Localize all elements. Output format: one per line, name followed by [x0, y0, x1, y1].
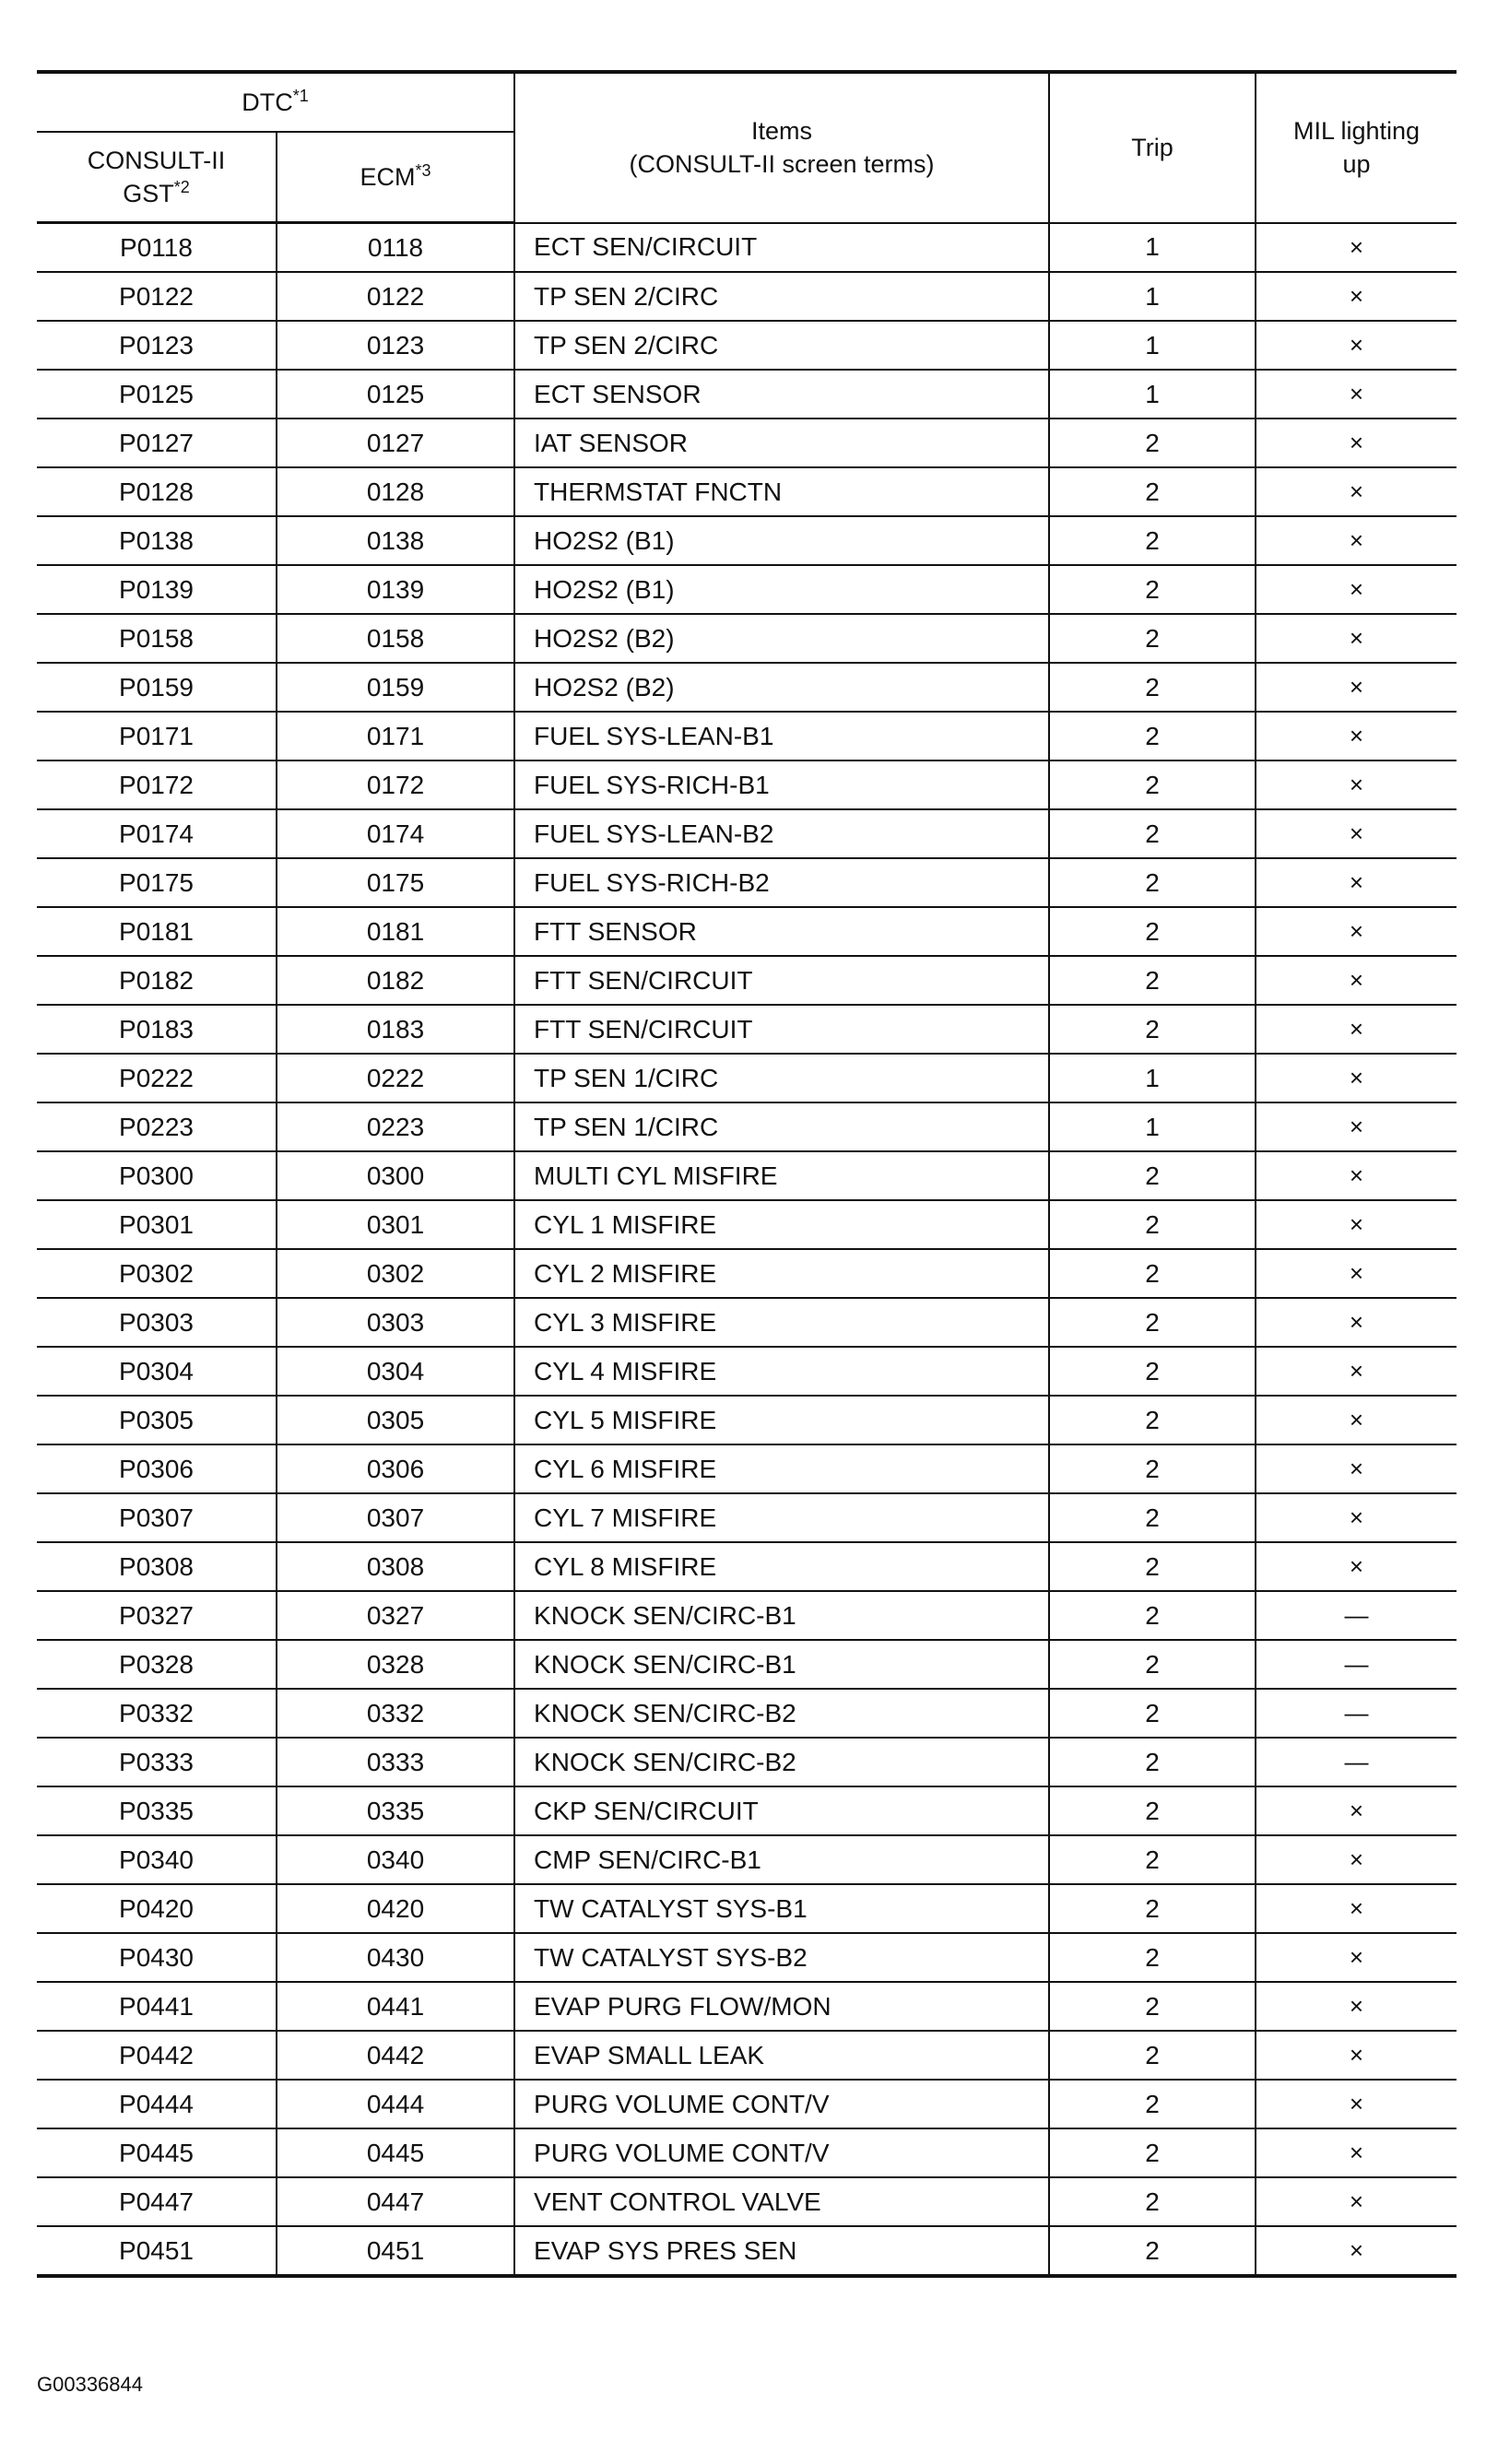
table-row	[37, 419, 1457, 467]
item-name-cell: CYL 2 MISFIRE	[514, 1249, 1049, 1298]
mil-status-cell: ×	[1256, 1102, 1457, 1151]
item-name-cell: EVAP SYS PRES SEN	[514, 2226, 1049, 2276]
header-dtc-label: DTC	[242, 88, 293, 116]
table-row	[37, 1151, 1457, 1200]
mil-status-cell: ×	[1256, 223, 1457, 273]
item-name-cell: PURG VOLUME CONT/V	[514, 2128, 1049, 2177]
trip-cell: 2	[1049, 712, 1256, 760]
ecm-code-cell: 0332	[277, 1689, 514, 1738]
trip-cell: 2	[1049, 663, 1256, 712]
item-name-cell: TW CATALYST SYS-B1	[514, 1884, 1049, 1933]
ecm-code-cell: 0181	[277, 907, 514, 956]
consult-code-cell: P0301	[37, 1200, 277, 1249]
ecm-code-cell: 0128	[277, 467, 514, 516]
ecm-code-cell: 0138	[277, 516, 514, 565]
consult-code-cell: P0172	[37, 760, 277, 809]
trip-cell: 2	[1049, 1347, 1256, 1396]
table-row	[37, 321, 1457, 370]
ecm-code-cell: 0328	[277, 1640, 514, 1689]
consult-code-cell: P0222	[37, 1054, 277, 1102]
ecm-code-cell: 0335	[277, 1786, 514, 1835]
item-name-cell: TP SEN 1/CIRC	[514, 1102, 1049, 1151]
mil-status-cell: ×	[1256, 1884, 1457, 1933]
mil-status-cell: ×	[1256, 2031, 1457, 2080]
consult-code-cell: P0327	[37, 1591, 277, 1640]
trip-cell: 2	[1049, 467, 1256, 516]
ecm-code-cell: 0122	[277, 272, 514, 321]
ecm-code-cell: 0420	[277, 1884, 514, 1933]
table-row	[37, 1200, 1457, 1249]
table-row	[37, 1444, 1457, 1493]
ecm-code-cell: 0171	[277, 712, 514, 760]
item-name-cell: EVAP PURG FLOW/MON	[514, 1982, 1049, 2031]
ecm-code-cell: 0172	[277, 760, 514, 809]
table-header	[37, 72, 1457, 223]
trip-cell: 2	[1049, 809, 1256, 858]
mil-status-cell: ×	[1256, 272, 1457, 321]
mil-status-cell: ×	[1256, 1298, 1457, 1347]
consult-code-cell: P0183	[37, 1005, 277, 1054]
table-row	[37, 614, 1457, 663]
table-row	[37, 370, 1457, 419]
trip-cell: 1	[1049, 1102, 1256, 1151]
trip-cell: 2	[1049, 956, 1256, 1005]
table-row	[37, 2128, 1457, 2177]
trip-cell: 2	[1049, 2080, 1256, 2128]
mil-status-cell: ×	[1256, 1347, 1457, 1396]
header-ecm-footnote: *3	[415, 161, 431, 180]
trip-cell: 2	[1049, 1640, 1256, 1689]
consult-code-cell: P0158	[37, 614, 277, 663]
consult-code-cell: P0128	[37, 467, 277, 516]
table-row	[37, 1493, 1457, 1542]
ecm-code-cell: 0303	[277, 1298, 514, 1347]
consult-code-cell: P0442	[37, 2031, 277, 2080]
mil-status-cell: ×	[1256, 1933, 1457, 1982]
item-name-cell: TW CATALYST SYS-B2	[514, 1933, 1049, 1982]
ecm-code-cell: 0118	[277, 223, 514, 273]
table-row	[37, 1982, 1457, 2031]
header-items-label: Items	[751, 117, 813, 146]
mil-status-cell: ×	[1256, 2177, 1457, 2226]
item-name-cell: CYL 8 MISFIRE	[514, 1542, 1049, 1591]
table-row	[37, 1835, 1457, 1884]
trip-cell: 2	[1049, 1933, 1256, 1982]
header-items	[514, 72, 1049, 223]
consult-code-cell: P0335	[37, 1786, 277, 1835]
item-name-cell: TP SEN 1/CIRC	[514, 1054, 1049, 1102]
header-gst-footnote: *2	[173, 178, 190, 196]
consult-code-cell: P0302	[37, 1249, 277, 1298]
mil-status-cell: ×	[1256, 1835, 1457, 1884]
consult-code-cell: P0303	[37, 1298, 277, 1347]
trip-cell: 1	[1049, 370, 1256, 419]
item-name-cell: TP SEN 2/CIRC	[514, 272, 1049, 321]
consult-code-cell: P0159	[37, 663, 277, 712]
mil-status-cell: ×	[1256, 614, 1457, 663]
ecm-code-cell: 0327	[277, 1591, 514, 1640]
table-row	[37, 272, 1457, 321]
header-items-sublabel: (CONSULT-II screen terms)	[629, 150, 935, 179]
header-trip-label: Trip	[1131, 134, 1173, 162]
mil-status-cell: ×	[1256, 1151, 1457, 1200]
mil-status-cell: ×	[1256, 2226, 1457, 2276]
consult-code-cell: P0308	[37, 1542, 277, 1591]
ecm-code-cell: 0222	[277, 1054, 514, 1102]
ecm-code-cell: 0139	[277, 565, 514, 614]
consult-code-cell: P0175	[37, 858, 277, 907]
consult-code-cell: P0223	[37, 1102, 277, 1151]
item-name-cell: CYL 7 MISFIRE	[514, 1493, 1049, 1542]
table-row	[37, 663, 1457, 712]
trip-cell: 2	[1049, 1786, 1256, 1835]
table-row	[37, 565, 1457, 614]
trip-cell: 2	[1049, 1982, 1256, 2031]
trip-cell: 2	[1049, 2177, 1256, 2226]
table-row	[37, 1298, 1457, 1347]
figure-code: G00336844	[37, 2373, 143, 2396]
table-row	[37, 809, 1457, 858]
ecm-code-cell: 0174	[277, 809, 514, 858]
trip-cell: 2	[1049, 1249, 1256, 1298]
ecm-code-cell: 0300	[277, 1151, 514, 1200]
table-row	[37, 1054, 1457, 1102]
ecm-code-cell: 0304	[277, 1347, 514, 1396]
table-row	[37, 1933, 1457, 1982]
table-row	[37, 760, 1457, 809]
table-row	[37, 2177, 1457, 2226]
trip-cell: 2	[1049, 1591, 1256, 1640]
item-name-cell: FTT SENSOR	[514, 907, 1049, 956]
trip-cell: 2	[1049, 1493, 1256, 1542]
item-name-cell: HO2S2 (B2)	[514, 663, 1049, 712]
mil-status-cell: ×	[1256, 1444, 1457, 1493]
trip-cell: 2	[1049, 2128, 1256, 2177]
mil-status-cell: ×	[1256, 907, 1457, 956]
table-row	[37, 1542, 1457, 1591]
item-name-cell: HO2S2 (B1)	[514, 565, 1049, 614]
table-row	[37, 467, 1457, 516]
trip-cell: 2	[1049, 1542, 1256, 1591]
consult-code-cell: P0118	[37, 223, 277, 273]
trip-cell: 2	[1049, 1444, 1256, 1493]
consult-code-cell: P0328	[37, 1640, 277, 1689]
item-name-cell: ECT SENSOR	[514, 370, 1049, 419]
consult-code-cell: P0430	[37, 1933, 277, 1982]
mil-status-cell: ×	[1256, 1542, 1457, 1591]
ecm-code-cell: 0442	[277, 2031, 514, 2080]
trip-cell: 2	[1049, 614, 1256, 663]
consult-code-cell: P0138	[37, 516, 277, 565]
item-name-cell: KNOCK SEN/CIRC-B1	[514, 1591, 1049, 1640]
ecm-code-cell: 0307	[277, 1493, 514, 1542]
table-row	[37, 1640, 1457, 1689]
ecm-code-cell: 0305	[277, 1396, 514, 1444]
consult-code-cell: P0441	[37, 1982, 277, 2031]
consult-code-cell: P0181	[37, 907, 277, 956]
mil-status-cell: ×	[1256, 956, 1457, 1005]
item-name-cell: THERMSTAT FNCTN	[514, 467, 1049, 516]
item-name-cell: CYL 3 MISFIRE	[514, 1298, 1049, 1347]
trip-cell: 2	[1049, 1884, 1256, 1933]
trip-cell: 1	[1049, 321, 1256, 370]
dtc-table-container	[37, 70, 1457, 2278]
item-name-cell: KNOCK SEN/CIRC-B2	[514, 1738, 1049, 1786]
mil-status-cell: ×	[1256, 2080, 1457, 2128]
item-name-cell: MULTI CYL MISFIRE	[514, 1151, 1049, 1200]
consult-code-cell: P0305	[37, 1396, 277, 1444]
consult-code-cell: P0444	[37, 2080, 277, 2128]
mil-status-cell: ×	[1256, 1005, 1457, 1054]
item-name-cell: CKP SEN/CIRCUIT	[514, 1786, 1049, 1835]
consult-code-cell: P0451	[37, 2226, 277, 2276]
table-body	[37, 223, 1457, 2277]
mil-status-cell: —	[1256, 1689, 1457, 1738]
item-name-cell: PURG VOLUME CONT/V	[514, 2080, 1049, 2128]
trip-cell: 2	[1049, 1396, 1256, 1444]
ecm-code-cell: 0445	[277, 2128, 514, 2177]
mil-status-cell: ×	[1256, 1493, 1457, 1542]
mil-status-cell: ×	[1256, 321, 1457, 370]
consult-code-cell: P0306	[37, 1444, 277, 1493]
table-row	[37, 956, 1457, 1005]
mil-status-cell: ×	[1256, 1396, 1457, 1444]
consult-code-cell: P0332	[37, 1689, 277, 1738]
trip-cell: 1	[1049, 1054, 1256, 1102]
ecm-code-cell: 0301	[277, 1200, 514, 1249]
mil-status-cell: ×	[1256, 565, 1457, 614]
mil-status-cell: —	[1256, 1591, 1457, 1640]
ecm-code-cell: 0451	[277, 2226, 514, 2276]
ecm-code-cell: 0447	[277, 2177, 514, 2226]
mil-status-cell: ×	[1256, 370, 1457, 419]
trip-cell: 2	[1049, 760, 1256, 809]
ecm-code-cell: 0158	[277, 614, 514, 663]
trip-cell: 2	[1049, 516, 1256, 565]
consult-code-cell: P0300	[37, 1151, 277, 1200]
trip-cell: 2	[1049, 1689, 1256, 1738]
mil-status-cell: ×	[1256, 663, 1457, 712]
mil-status-cell: ×	[1256, 1786, 1457, 1835]
ecm-code-cell: 0182	[277, 956, 514, 1005]
ecm-code-cell: 0340	[277, 1835, 514, 1884]
consult-code-cell: P0445	[37, 2128, 277, 2177]
header-dtc	[37, 72, 514, 132]
consult-code-cell: P0174	[37, 809, 277, 858]
table-row	[37, 2226, 1457, 2276]
item-name-cell: FUEL SYS-LEAN-B2	[514, 809, 1049, 858]
consult-code-cell: P0139	[37, 565, 277, 614]
header-mil	[1256, 72, 1457, 223]
trip-cell: 2	[1049, 2226, 1256, 2276]
trip-cell: 2	[1049, 1151, 1256, 1200]
trip-cell: 2	[1049, 858, 1256, 907]
consult-code-cell: P0307	[37, 1493, 277, 1542]
mil-status-cell: ×	[1256, 2128, 1457, 2177]
consult-code-cell: P0123	[37, 321, 277, 370]
item-name-cell: TP SEN 2/CIRC	[514, 321, 1049, 370]
ecm-code-cell: 0183	[277, 1005, 514, 1054]
table-row	[37, 858, 1457, 907]
mil-status-cell: ×	[1256, 516, 1457, 565]
table-row	[37, 1786, 1457, 1835]
item-name-cell: CYL 1 MISFIRE	[514, 1200, 1049, 1249]
item-name-cell: CYL 6 MISFIRE	[514, 1444, 1049, 1493]
mil-status-cell: ×	[1256, 1054, 1457, 1102]
table-row	[37, 223, 1457, 273]
ecm-code-cell: 0223	[277, 1102, 514, 1151]
table-row	[37, 516, 1457, 565]
trip-cell: 2	[1049, 1835, 1256, 1884]
table-row	[37, 1249, 1457, 1298]
item-name-cell: HO2S2 (B2)	[514, 614, 1049, 663]
item-name-cell: HO2S2 (B1)	[514, 516, 1049, 565]
trip-cell: 2	[1049, 419, 1256, 467]
ecm-code-cell: 0306	[277, 1444, 514, 1493]
table-row	[37, 1689, 1457, 1738]
ecm-code-cell: 0175	[277, 858, 514, 907]
consult-code-cell: P0182	[37, 956, 277, 1005]
mil-status-cell: ×	[1256, 712, 1457, 760]
header-trip	[1049, 72, 1256, 223]
table-row	[37, 2080, 1457, 2128]
header-consult-label: CONSULT-II	[87, 147, 226, 174]
item-name-cell: CYL 4 MISFIRE	[514, 1347, 1049, 1396]
item-name-cell: KNOCK SEN/CIRC-B1	[514, 1640, 1049, 1689]
trip-cell: 2	[1049, 907, 1256, 956]
ecm-code-cell: 0127	[277, 419, 514, 467]
item-name-cell: CMP SEN/CIRC-B1	[514, 1835, 1049, 1884]
header-ecm	[277, 132, 514, 223]
item-name-cell: FUEL SYS-LEAN-B1	[514, 712, 1049, 760]
mil-status-cell: ×	[1256, 467, 1457, 516]
mil-status-cell: —	[1256, 1640, 1457, 1689]
header-dtc-footnote: *1	[292, 87, 309, 105]
trip-cell: 2	[1049, 1200, 1256, 1249]
ecm-code-cell: 0308	[277, 1542, 514, 1591]
trip-cell: 1	[1049, 272, 1256, 321]
consult-code-cell: P0122	[37, 272, 277, 321]
mil-status-cell: ×	[1256, 760, 1457, 809]
header-mil-label: MIL lighting	[1292, 117, 1421, 146]
trip-cell: 2	[1049, 565, 1256, 614]
mil-status-cell: ×	[1256, 858, 1457, 907]
ecm-code-cell: 0430	[277, 1933, 514, 1982]
header-mil-sublabel: up	[1342, 150, 1371, 179]
ecm-code-cell: 0125	[277, 370, 514, 419]
table-row	[37, 1396, 1457, 1444]
consult-code-cell: P0420	[37, 1884, 277, 1933]
mil-status-cell: —	[1256, 1738, 1457, 1786]
consult-code-cell: P0340	[37, 1835, 277, 1884]
table-row	[37, 1884, 1457, 1933]
item-name-cell: FTT SEN/CIRCUIT	[514, 1005, 1049, 1054]
item-name-cell: EVAP SMALL LEAK	[514, 2031, 1049, 2080]
trip-cell: 2	[1049, 1738, 1256, 1786]
ecm-code-cell: 0444	[277, 2080, 514, 2128]
table-row	[37, 1738, 1457, 1786]
ecm-code-cell: 0441	[277, 1982, 514, 2031]
header-ecm-label: ECM	[360, 163, 416, 191]
ecm-code-cell: 0333	[277, 1738, 514, 1786]
item-name-cell: FUEL SYS-RICH-B1	[514, 760, 1049, 809]
consult-code-cell: P0333	[37, 1738, 277, 1786]
table-row	[37, 1591, 1457, 1640]
mil-status-cell: ×	[1256, 1982, 1457, 2031]
table-row	[37, 2031, 1457, 2080]
header-gst-label: GST	[123, 180, 174, 207]
item-name-cell: FUEL SYS-RICH-B2	[514, 858, 1049, 907]
trip-cell: 2	[1049, 1005, 1256, 1054]
item-name-cell: FTT SEN/CIRCUIT	[514, 956, 1049, 1005]
trip-cell: 1	[1049, 223, 1256, 273]
trip-cell: 2	[1049, 1298, 1256, 1347]
table-row	[37, 712, 1457, 760]
table-row	[37, 1005, 1457, 1054]
consult-code-cell: P0127	[37, 419, 277, 467]
consult-code-cell: P0171	[37, 712, 277, 760]
dtc-table	[37, 70, 1457, 2278]
trip-cell: 2	[1049, 2031, 1256, 2080]
ecm-code-cell: 0159	[277, 663, 514, 712]
header-consult	[37, 132, 277, 223]
table-row	[37, 1347, 1457, 1396]
ecm-code-cell: 0302	[277, 1249, 514, 1298]
item-name-cell: ECT SEN/CIRCUIT	[514, 223, 1049, 273]
item-name-cell: KNOCK SEN/CIRC-B2	[514, 1689, 1049, 1738]
consult-code-cell: P0447	[37, 2177, 277, 2226]
mil-status-cell: ×	[1256, 809, 1457, 858]
ecm-code-cell: 0123	[277, 321, 514, 370]
mil-status-cell: ×	[1256, 1249, 1457, 1298]
item-name-cell: VENT CONTROL VALVE	[514, 2177, 1049, 2226]
item-name-cell: IAT SENSOR	[514, 419, 1049, 467]
consult-code-cell: P0304	[37, 1347, 277, 1396]
mil-status-cell: ×	[1256, 419, 1457, 467]
table-row	[37, 907, 1457, 956]
consult-code-cell: P0125	[37, 370, 277, 419]
mil-status-cell: ×	[1256, 1200, 1457, 1249]
item-name-cell: CYL 5 MISFIRE	[514, 1396, 1049, 1444]
table-row	[37, 1102, 1457, 1151]
